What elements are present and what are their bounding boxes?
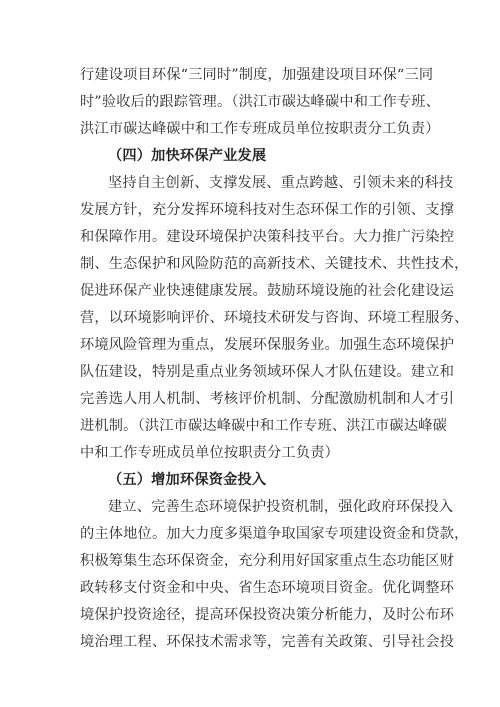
paragraph-line: 建立、完善生态环境保护投资机制，强化政府环保投入 xyxy=(108,499,454,515)
paragraph-line: 促进环保产业快速健康发展。鼓励环境设施的社会化建设运 xyxy=(80,283,455,299)
paragraph-line: 积极筹集生态环保资金，充分利用好国家重点生态功能区财 xyxy=(80,553,455,569)
paragraph-line: 行建设项目环保“三同时”制度，加强建设项目环保“三同 xyxy=(80,67,434,83)
paragraph-line: 制、生态保护和风险防范的高新技术、关键技术、共性技术， xyxy=(80,256,469,272)
paragraph-line: 营，以环境影响评价、环境技术研发与咨询、环境工程服务、 xyxy=(80,310,469,326)
paragraph-line: 环境风险管理为重点，发展环保服务业。加强生态环境保护 xyxy=(80,337,455,353)
paragraph-line: 境治理工程、环保技术需求等，完善有关政策、引导社会投 xyxy=(80,634,455,650)
paragraph-line: 进机制。（洪江市碳达峰碳中和工作专班、洪江市碳达峰碳 xyxy=(80,418,447,434)
paragraph-line: 中和工作专班成员单位按职责分工负责） xyxy=(80,445,339,461)
paragraph-line: 洪江市碳达峰碳中和工作专班成员单位按职责分工负责） xyxy=(80,121,440,137)
paragraph-line: 政转移支付资金和中央、省生态环境项目资金。优化调整环 xyxy=(80,580,455,596)
paragraph-line: 时”验收后的跟踪管理。（洪江市碳达峰碳中和工作专班、 xyxy=(80,94,441,110)
paragraph-line: 和保障作用。建设环境保护决策科技平台。大力推广污染控 xyxy=(80,229,455,245)
paragraph-line: 发展方针，充分发挥环境科技对生态环保工作的引领、支撑 xyxy=(80,202,455,218)
paragraph-line: 境保护投资途径，提高环保投资决策分析能力，及时公布环 xyxy=(80,607,455,623)
paragraph-line: 队伍建设，特别是重点业务领域环保人才队伍建设。建立和 xyxy=(80,364,455,380)
paragraph-line: 完善选人用人机制、考核评价机制、分配激励机制和人才引 xyxy=(80,391,455,407)
paragraph-line: 坚持自主创新、支撑发展、重点跨越、引领未来的科技 xyxy=(108,175,454,191)
section-heading-five: （五）增加环保资金投入 xyxy=(108,472,267,488)
paragraph-line: 的主体地位。加大力度多渠道争取国家专项建设资金和贷款， xyxy=(80,526,469,542)
section-heading-four: （四）加快环保产业发展 xyxy=(108,148,267,164)
